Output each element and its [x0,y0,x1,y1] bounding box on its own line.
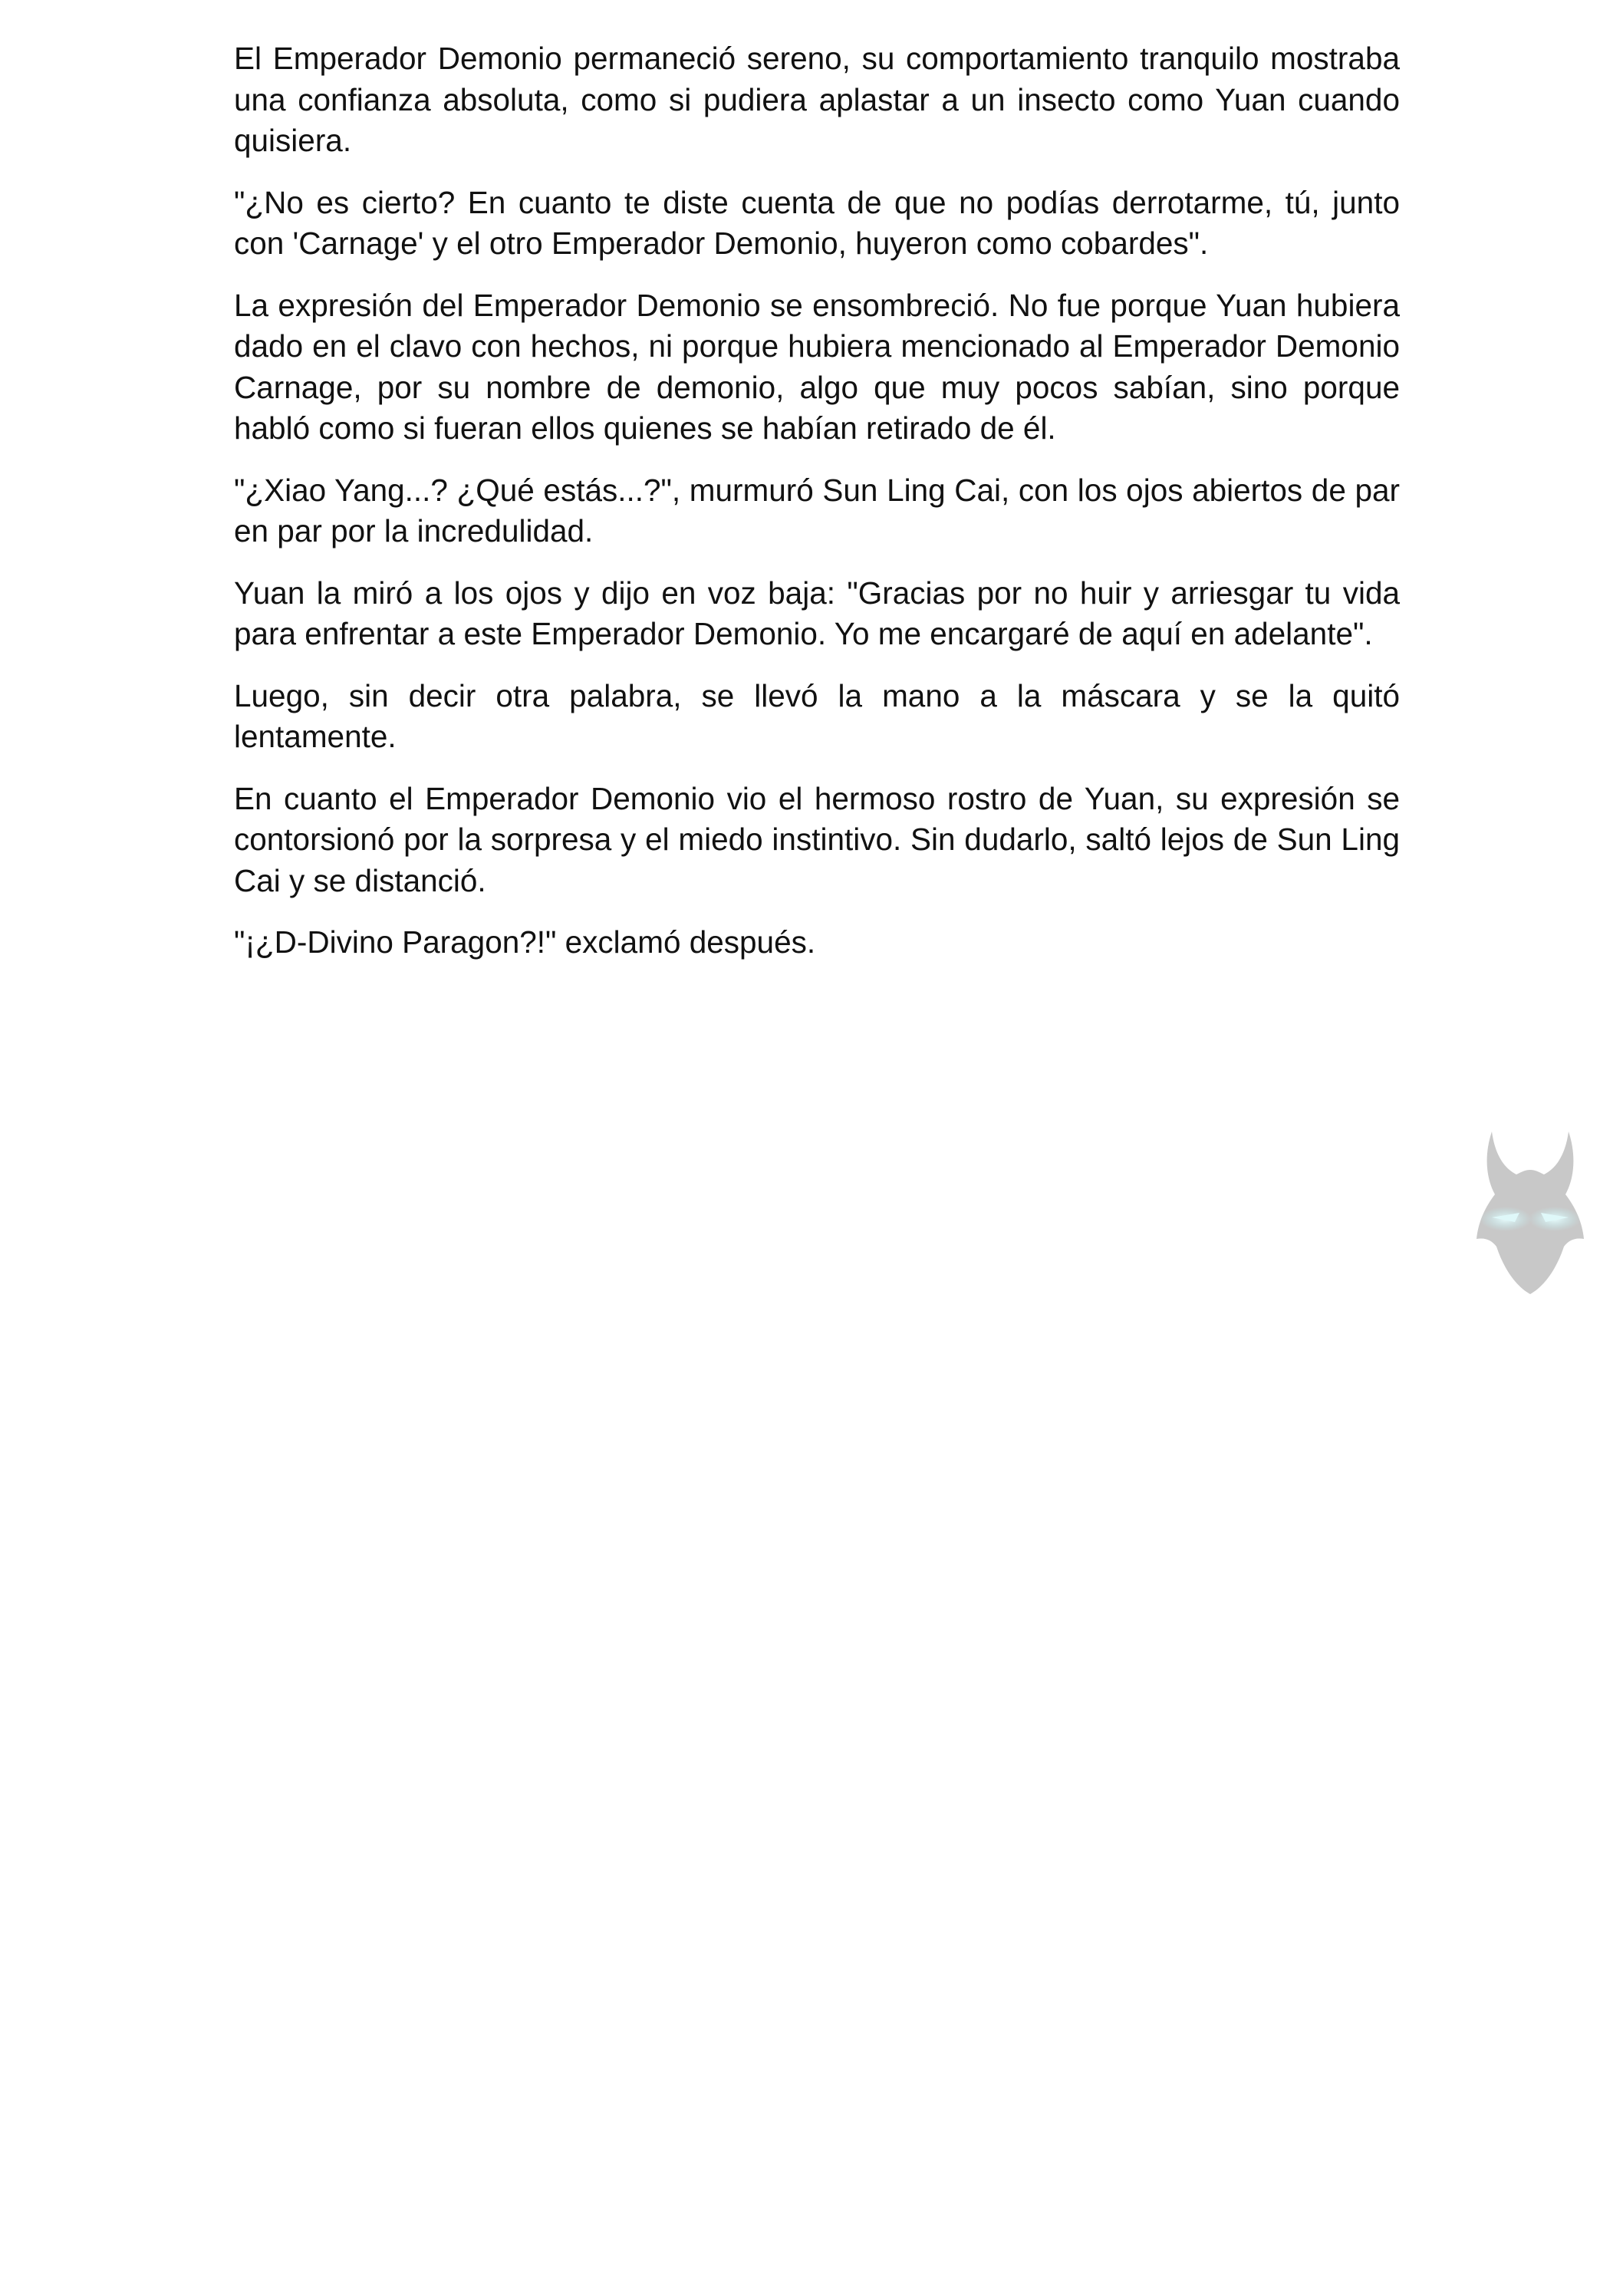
paragraph: La expresión del Emperador Demonio se ensombreció. No fue porque Yuan hubiera dado en el clavo con hechos, ni porque hubiera mencionado al Emperador Demonio Carnage, por su nombre de demonio, algo que muy pocos sabían, sino porque habló como si fueran ellos quienes se habían retirado de él. [234,287,1400,446]
paragraph: El Emperador Demonio permaneció sereno, su comportamiento tranquilo mostraba una confianza absoluta, como si pudiera aplastar a un insecto como Yuan cuando quisiera. [234,41,1400,158]
paragraph: "¿Xiao Yang...? ¿Qué estás...?", murmuró Sun Ling Cai, con los ojos abiertos de par en par por la incredulidad. [234,472,1400,548]
paragraph: "¡¿D-Divino Paragon?!" exclamó después. [234,924,816,960]
paragraph: "¿No es cierto? En cuanto te diste cuenta de que no podías derrotarme, tú, junto con 'Carnage' y el otro Emperador Demonio, huyeron como cobardes". [234,184,1400,261]
demon-head-icon [1461,1124,1599,1296]
document-body [234,38,1400,984]
paragraph: En cuanto el Emperador Demonio vio el hermoso rostro de Yuan, su expresión se contorsionó por la sorpresa y el miedo instintivo. Sin dudarlo, saltó lejos de Sun Ling Cai y se distanció. [234,780,1400,898]
paragraph: Yuan la miró a los ojos y dijo en voz baja: "Gracias por no huir y arriesgar tu vida para enfrentar a este Emperador Demonio. Yo me encargaré de aquí en adelante". [234,575,1400,651]
paragraph: Luego, sin decir otra palabra, se llevó la mano a la máscara y se la quitó lentamente. [234,677,1400,754]
